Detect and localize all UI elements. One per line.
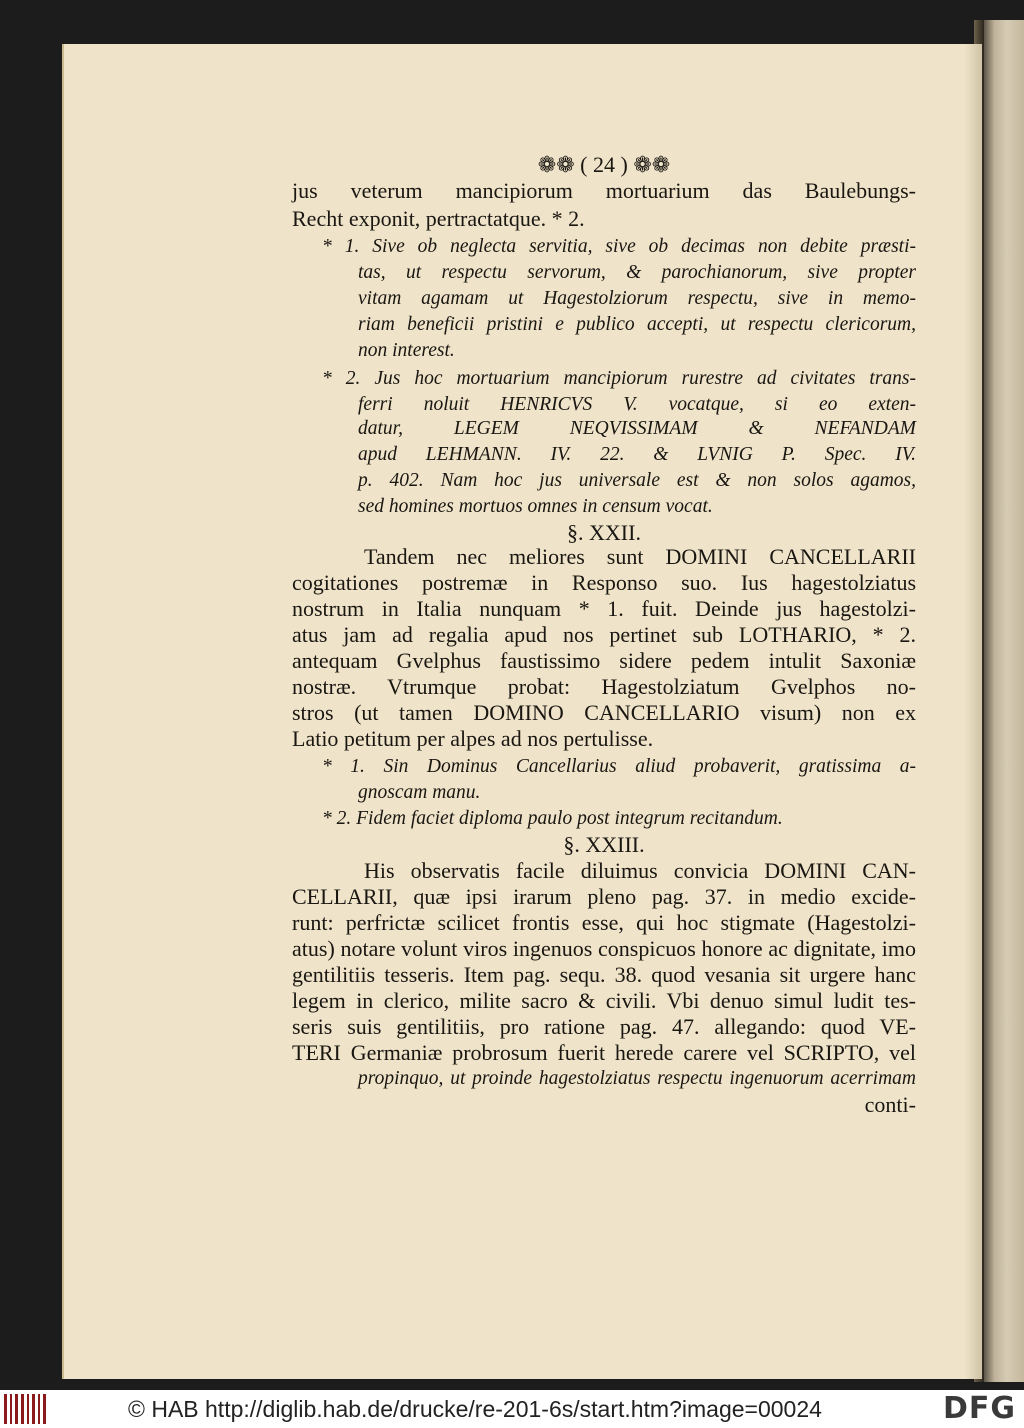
text-line: * 1. Sive ob neglecta servitia, sive ob decimas non debite præsti-	[322, 236, 916, 257]
text-line: runt: perfrictæ scilicet frontis esse, qui hoc stigmate (Hagestolzi-	[292, 910, 916, 935]
text-line: antequam Gvelphus faustissimo sidere pedem intulit Saxoniæ	[292, 648, 916, 673]
text-line: vitam agamam ut Hagestolziorum respectu, sive in memo-	[358, 288, 916, 309]
text-line: * 1. Sin Dominus Cancellarius aliud probaverit, gratissima a-	[322, 756, 916, 777]
text-line: atus jam ad regalia apud nos pertinet sub LOTHARIO, * 2.	[292, 622, 916, 647]
text-line: ferri noluit HENRICVS V. vocatque, si eo exten-	[358, 394, 916, 415]
text-line: atus) notare volunt viros ingenuos conspicuos honore ac dignitate, imo	[292, 936, 916, 961]
dfg-logo: DFG	[942, 1391, 1016, 1426]
text-line: * 2. Jus hoc mortuarium mancipiorum rurestre ad civitates trans-	[322, 368, 916, 389]
text-line: His observatis facile diluimus convicia DOMINI CAN-	[364, 858, 916, 883]
text-line: non interest.	[358, 340, 455, 361]
text-line: gentilitiis tesseris. Item pag. sequ. 38. quod vesania sit urgere hanc	[292, 962, 916, 987]
text-line: sed homines mortuos omnes in censum vocat.	[358, 496, 713, 517]
text-line: legem in clerico, milite sacro & civili. Vbi denuo simul ludit tes-	[292, 988, 916, 1013]
text-line: nostræ. Vtrumque probat: Hagestolziatum Gvelphos no-	[292, 674, 916, 699]
text-line: §. XXIII.	[563, 832, 645, 857]
text-line: datur, LEGEM NEQVISSIMAM & NEFANDAM	[358, 418, 916, 439]
page-header: ❁❁ ( 24 ) ❁❁	[537, 152, 671, 177]
footer-copyright-link[interactable]: © HAB http://diglib.hab.de/drucke/re-201-6s/start.htm?image=00024	[128, 1396, 822, 1422]
text-line: jus veterum mancipiorum mortuarium das Baulebungs-	[292, 178, 916, 203]
text-line: tas, ut respectu servorum, & parochianorum, sive propter	[358, 262, 916, 283]
text-line: gnoscam manu.	[358, 782, 481, 803]
text-line: Tandem nec meliores sunt DOMINI CANCELLARII	[364, 544, 916, 569]
text-line: apud LEHMANN. IV. 22. & LVNIG P. Spec. IV.	[358, 444, 916, 465]
text-line: conti-	[864, 1092, 916, 1117]
text-line: cogitationes postremæ in Responso suo. Ius hagestolziatus	[292, 570, 916, 595]
page-edge	[982, 20, 1024, 1382]
text-line: Recht exponit, pertractatque. * 2.	[292, 206, 585, 231]
barcode-icon	[4, 1394, 46, 1424]
text-line: propinquo, ut proinde hagestolziatus respectu ingenuorum acerrimam	[358, 1068, 916, 1089]
text-line: p. 402. Nam hoc jus universale est & non solos agamos,	[358, 470, 916, 491]
text-line: CELLARII, quæ ipsi irarum pleno pag. 37. in medio excide-	[292, 884, 916, 909]
text-line: Latio petitum per alpes ad nos pertulisse.	[292, 726, 654, 751]
text-line: * 2. Fidem faciet diploma paulo post integrum recitandum.	[322, 808, 783, 829]
text-line: stros (ut tamen DOMINO CANCELLARIO visum) non ex	[292, 700, 916, 725]
footer-bar	[0, 1390, 1024, 1428]
text-line: §. XXII.	[567, 520, 641, 545]
text-line: nostrum in Italia nunquam * 1. fuit. Deinde jus hagestolzi-	[292, 596, 916, 621]
text-line: TERI Germaniæ probrosum fuerit herede carere vel SCRIPTO, vel	[292, 1040, 916, 1065]
text-line: riam beneficii pristini e publico accepti, ut respectu clericorum,	[358, 314, 916, 335]
text-line: seris suis gentilitiis, pro ratione pag. 47. allegando: quod VE-	[292, 1014, 916, 1039]
